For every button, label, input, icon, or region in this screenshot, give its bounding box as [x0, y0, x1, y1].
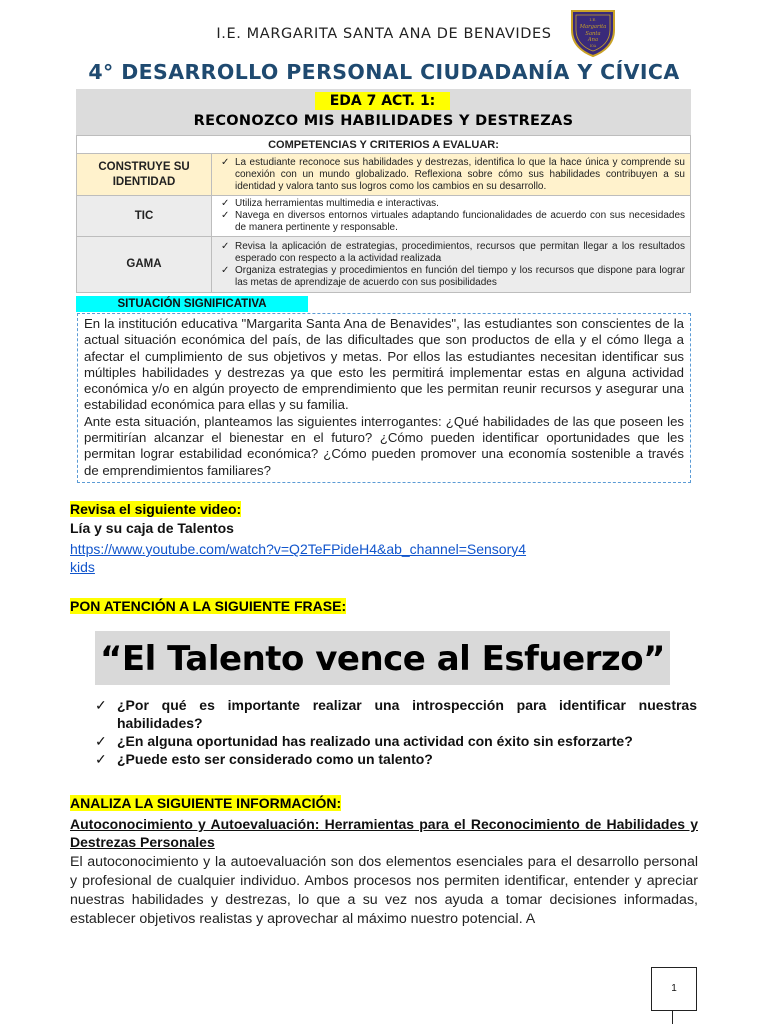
video-label-text: Revisa el siguiente video: [70, 501, 242, 517]
competency-criteria [212, 154, 691, 196]
competency-row-identity [77, 154, 691, 196]
situation-tag: SITUACIÓN SIGNIFICATIVA [76, 296, 308, 312]
subject-title: 4° DESARROLLO PERSONAL CIUDADANÍA Y CÍVICA [88, 60, 680, 84]
competency-label: GAMA [77, 237, 212, 293]
competency-row-tic [77, 196, 691, 237]
criteria-item: ✓ Navega en diversos entornos virtuales adaptando funcionalidades de acuerdo con sus necesidades de manera pertinente y responsable. [235, 210, 685, 234]
competency-label: CONSTRUYE SU IDENTIDAD [77, 154, 212, 196]
question-item: ✓ ¿Por qué es importante realizar una introspección para identificar nuestras habilidades? [95, 696, 697, 732]
svg-text:Margarita: Margarita [579, 24, 607, 30]
page-number-connector [672, 1010, 673, 1024]
page-number: 1 [651, 967, 697, 1011]
video-link[interactable]: https://www.youtube.com/watch?v=Q2TeFPideH4&ab_channel=Sensory4kids [70, 541, 527, 575]
school-name: I.E. MARGARITA SANTA ANA DE BENAVIDES [216, 26, 552, 42]
question-item: ✓ ¿Puede esto ser considerado como un talento? [95, 750, 697, 768]
competency-label: TIC [77, 196, 212, 237]
svg-text:IOA: IOA [589, 44, 597, 48]
competency-criteria [212, 237, 691, 293]
analysis-section-label [70, 795, 341, 811]
question-item: ✓ ¿En alguna oportunidad has realizado una actividad con éxito sin esforzarte? [95, 732, 697, 750]
svg-text:Ana: Ana [587, 37, 599, 43]
phrase-label-text: PON ATENCIÓN A LA SIGUIENTE FRASE: [70, 598, 347, 614]
competencies-header: COMPETENCIAS Y CRITERIOS A EVALUAR: [77, 136, 691, 154]
activity-tag: EDA 7 ACT. 1: [315, 92, 450, 110]
criteria-item: ✓ Utiliza herramientas multimedia e interactivas. [235, 198, 685, 210]
competencies-table [76, 135, 691, 293]
activity-title: RECONOZCO MIS HABILIDADES Y DESTREZAS [193, 113, 574, 129]
quote-banner: “El Talento vence al Esfuerzo” [95, 631, 670, 685]
criteria-item: ✓ Organiza estrategias y procedimientos en función del tiempo y los recursos que dispone para lograr las metas de aprendizaje de acuerdo con sus posibilidades [235, 265, 685, 289]
competencies-header-row [77, 136, 691, 154]
phrase-section-label [70, 598, 346, 614]
criteria-item: ✓ Revisa la aplicación de estrategias, procedimientos, recursos que permitan llegar a los resultados esperado con respecto a la actividad realizada [235, 241, 685, 265]
video-title: Lía y su caja de Talentos [70, 520, 234, 536]
competency-row-gama [77, 237, 691, 293]
article-body: El autoconocimiento y la autoevaluación son dos elementos esenciales para el desarrollo personal y profesional de cualquier individuo. Ambos procesos nos permiten identificar, entender y apreciar nuestras habilidades y destrezas, lo que a su vez nos ayuda a tomar decisiones informadas, establecer objetivos realistas y aprovechar al máximo nuestro potencial. A [70, 854, 698, 927]
svg-text:I.E.: I.E. [589, 17, 597, 22]
article-title: Autoconocimiento y Autoevaluación: Herramientas para el Reconocimiento de Habilidades y Destrezas Personales [70, 816, 698, 850]
video-section-label [70, 501, 241, 517]
school-crest-logo [568, 8, 618, 58]
competency-criteria [212, 196, 691, 237]
analysis-label-text: ANALIZA LA SIGUIENTE INFORMACIÓN: [70, 795, 342, 811]
reflection-questions [95, 696, 697, 768]
situation-paragraph: En la institución educativa "Margarita Santa Ana de Benavides", las estudiantes son conscientes de la actual situación económica del país, de las dificultades que son productos de ella y el cómo llega a afectar el cumplimiento de sus objetivos y metas. Por ellos las estudiantes necesitan identificar sus múltiples habilidades y destrezas ya que esto les permitirá implementar estas en alguna actividad económica y/o en algún proyecto de emprendimiento que les permitan reunir recursos y asegurar una estabilidad económica para ellas y su familia. [84, 316, 684, 413]
situation-paragraph: Ante esta situación, planteamos las siguientes interrogantes: ¿Qué habilidades de las que poseen les permitirían alcanzar el bienestar en el futuro? ¿Cómo pueden identificar oportunidades que les permitan lograr estabilidad económica? ¿Cómo pueden promover una economía sostenible a través de emprendimientos familiares? [84, 413, 684, 478]
criteria-item: ✓ La estudiante reconoce sus habilidades y destrezas, identifica lo que la hace única y comprende su conexión con un mundo globalizado. Reflexiona sobre cómo sus habilidades contribuyen a su identidad y valora tanto sus logros como los cambios en su desarrollo. [235, 157, 685, 193]
svg-text:Santa: Santa [585, 31, 601, 37]
situation-box [77, 313, 691, 483]
